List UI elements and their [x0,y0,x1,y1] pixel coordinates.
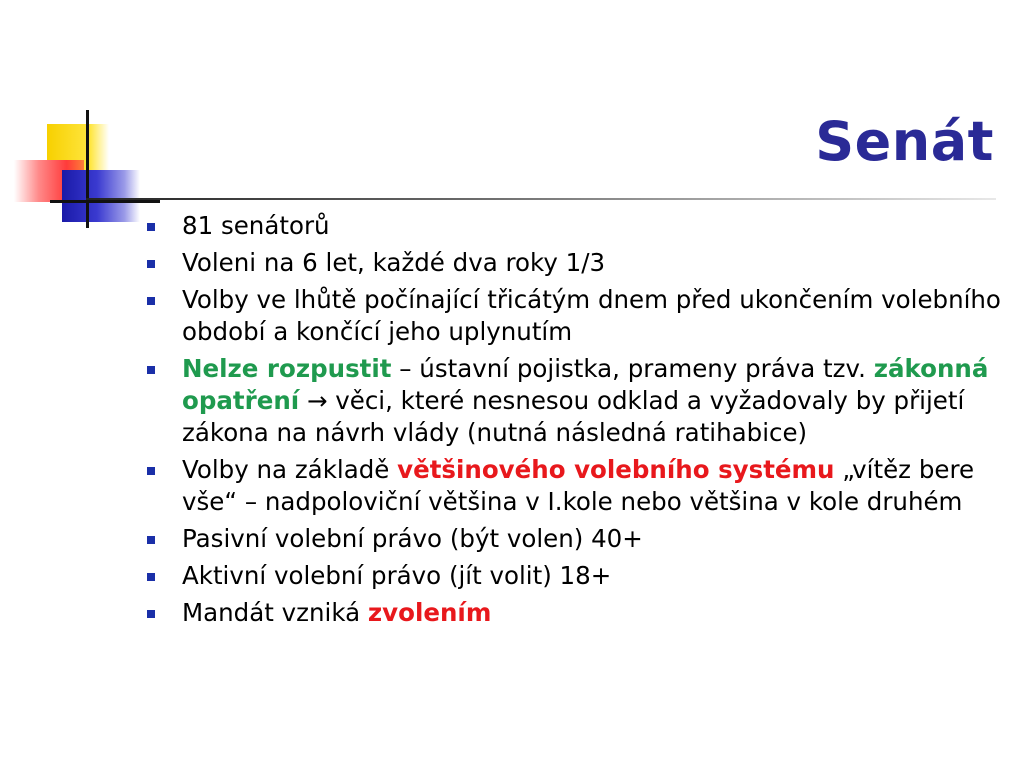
highlighted-text: Nelze rozpustit [182,354,392,383]
bullet-item [140,210,1010,242]
bullet-text: Volby na základě [182,455,398,484]
bullet-text: Pasivní volební právo (být volen) 40+ [182,524,643,553]
horizontal-line [50,200,160,203]
bullet-text: Voleni na 6 let, každé dva roky 1/3 [182,248,606,277]
bullet-text: „vítěz bere vše“ – nadpoloviční většina v I.kole nebo většina v kole druhém [182,455,975,516]
bullet-text: – ústavní pojistka, prameny práva tzv. [391,354,874,383]
bullet-item [140,247,1010,279]
bullet-item [140,454,1010,518]
bullet-square-icon [147,610,155,618]
bullet-square-icon [147,297,155,305]
bullet-item [140,597,1010,629]
bullet-square-icon [147,366,155,374]
decorative-squares-logo [0,0,160,240]
bullet-text: 81 senátorů [182,211,330,240]
highlighted-text: zvolením [367,598,492,627]
slide-title: Senát [815,110,994,173]
highlighted-text: zákonná opatření [182,354,989,415]
bullet-list [140,210,1010,634]
vertical-line [86,110,89,228]
bullet-item [140,353,1010,449]
bullet-square-icon [147,536,155,544]
bullet-item [140,560,1010,592]
bullet-square-icon [147,223,155,231]
bullet-square-icon [147,467,155,475]
bullet-text: Aktivní volební právo (jít volit) 18+ [182,561,612,590]
title-underline [86,198,996,200]
bullet-item [140,523,1010,555]
bullet-square-icon [147,260,155,268]
bullet-square-icon [147,573,155,581]
bullet-text: → věci, které nesnesou odklad a vyžadovaly by přijetí zákona na návrh vlády (nutná následná ratihabice) [182,386,965,447]
bullet-text: Volby ve lhůtě počínající třicátým dnem před ukončením volebního období a končící jeho uplynutím [182,285,1001,346]
bullet-item [140,284,1010,348]
highlighted-text: většinového volebního systému [397,455,835,484]
blue-square [62,170,140,222]
bullet-text: Mandát vzniká [182,598,368,627]
